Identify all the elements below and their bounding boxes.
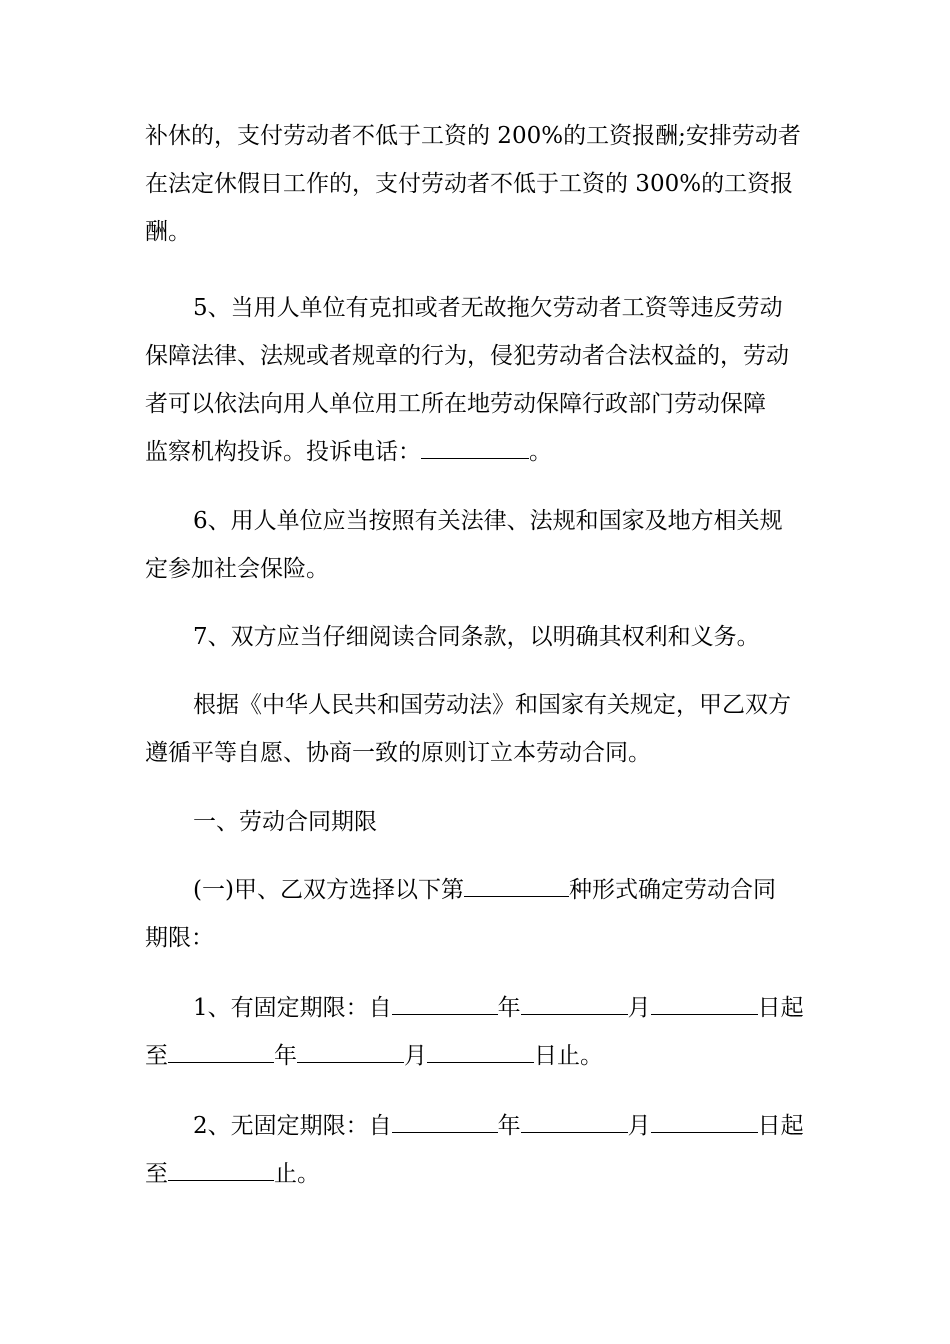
text-line: 7、双方应当仔细阅读合同条款，以明确其权利和义务。	[193, 624, 760, 650]
end-year-blank	[168, 1040, 274, 1063]
text-line: 在法定休假日工作的，支付劳动者不低于工资的 300%的工资报	[145, 171, 794, 197]
clause-prefix: (一)甲、乙双方选择以下第	[193, 877, 464, 903]
start-day-blank	[651, 1110, 758, 1133]
clause-open-term	[145, 1102, 810, 1198]
end-suffix: 止。	[274, 1161, 320, 1187]
year-unit: 年	[497, 1113, 521, 1139]
start-month-blank	[521, 1110, 628, 1133]
start-month-blank	[521, 992, 628, 1015]
text-line: 酬。	[145, 219, 191, 245]
start-suffix: 日起	[757, 1113, 804, 1139]
month-unit: 月	[404, 1043, 427, 1069]
clause-suffix: 种形式确定劳动合同	[568, 877, 776, 903]
fixed-term-label: 1、有固定期限：自	[193, 995, 392, 1021]
start-suffix: 日起	[757, 995, 804, 1021]
text-line	[145, 984, 810, 1032]
clause-term-selection	[145, 866, 810, 962]
to-word: 至	[145, 1161, 168, 1187]
complaint-phone-label: 监察机构投诉。投诉电话：	[145, 439, 421, 465]
clause-fixed-term	[145, 984, 810, 1080]
to-word: 至	[145, 1043, 168, 1069]
year-unit: 年	[274, 1043, 297, 1069]
text-line: 者可以依法向用人单位用工所在地劳动保障行政部门劳动保障	[145, 391, 766, 417]
text-line: 定参加社会保险。	[145, 556, 329, 582]
paragraph-item-6	[145, 497, 810, 593]
text-line	[145, 1150, 810, 1198]
end-blank	[168, 1158, 274, 1181]
end-month-blank	[297, 1040, 404, 1063]
month-unit: 月	[627, 995, 651, 1021]
section-heading-text: 一、劳动合同期限	[193, 809, 377, 835]
paragraph-item-7	[145, 613, 810, 661]
text-line	[145, 866, 810, 914]
start-year-blank	[392, 1110, 498, 1133]
text-line: 保障法律、法规或者规章的行为，侵犯劳动者合法权益的，劳动	[145, 343, 789, 369]
period-mark: 。	[529, 439, 552, 465]
year-unit: 年	[497, 995, 521, 1021]
text-line: 期限：	[145, 925, 214, 951]
start-year-blank	[392, 992, 498, 1015]
text-line: 遵循平等自愿、协商一致的原则订立本劳动合同。	[145, 740, 651, 766]
text-line	[145, 428, 810, 476]
text-line: 补休的，支付劳动者不低于工资的 200%的工资报酬;安排劳动者	[145, 123, 801, 149]
paragraph-item-5	[145, 284, 810, 476]
text-line	[145, 1102, 810, 1150]
start-day-blank	[651, 992, 758, 1015]
complaint-phone-blank	[421, 436, 529, 459]
end-suffix: 日止。	[534, 1043, 603, 1069]
text-line: 5、当用人单位有克扣或者无故拖欠劳动者工资等违反劳动	[193, 295, 783, 321]
text-line: 根据《中华人民共和国劳动法》和国家有关规定，甲乙双方	[193, 692, 791, 718]
section-heading-contract-term	[145, 798, 810, 846]
text-line	[145, 1032, 810, 1080]
paragraph-overtime-pay	[145, 112, 810, 256]
end-day-blank	[427, 1040, 534, 1063]
paragraph-legal-basis	[145, 681, 810, 777]
open-term-label: 2、无固定期限：自	[193, 1113, 392, 1139]
text-line: 6、用人单位应当按照有关法律、法规和国家及地方相关规	[193, 508, 783, 534]
term-form-blank	[464, 874, 569, 897]
month-unit: 月	[627, 1113, 651, 1139]
